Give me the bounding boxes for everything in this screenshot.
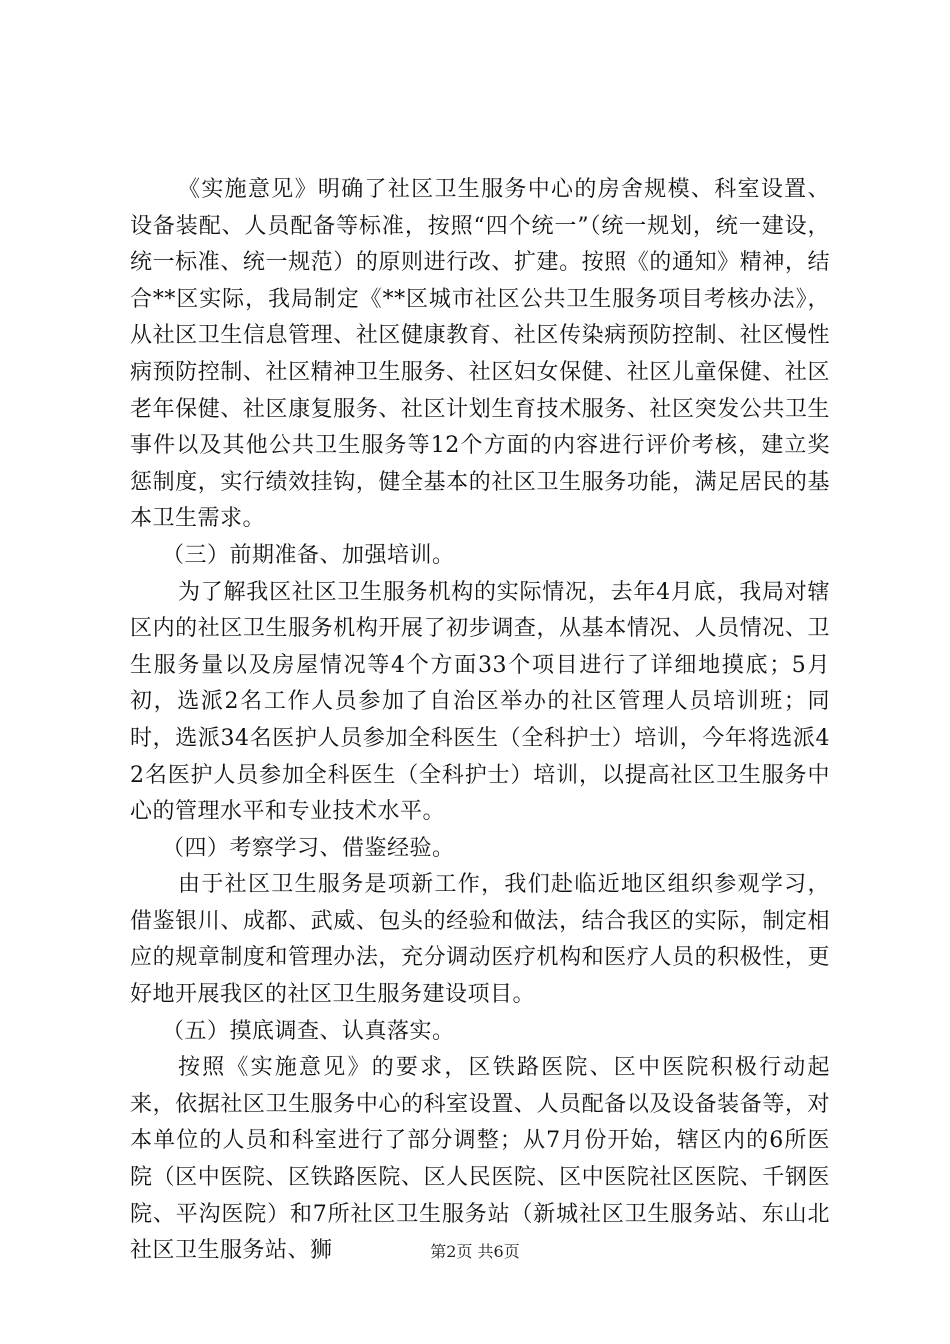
paragraph-survey-implementation: 按照《实施意见》的要求，区铁路医院、区中医院积极行动起来，依据社区卫生服务中心的科室设置、人员配备以及设备装备等，对本单位的人员和科室进行了部分调整；从7月份开始，辖区内的6所医院（区中医院、区铁路医院、区人民医院、区中医院社区医院、千钢医院、平沟医院）和7所社区卫生服务站（新城社区卫生服务站、东山北社区卫生服务站、狮 [130,1055,830,1264]
document-body [130,172,830,1270]
paragraph-implementation-opinion: 《实施意见》明确了社区卫生服务中心的房舍规模、科室设置、设备装配、人员配备等标准，按照“四个统一”（统一规划，统一建设，统一标准、统一规范）的原则进行改、扩建。按照《的通知》精神，结合**区实际，我局制定《**区城市社区公共卫生服务项目考核办法》，从社区卫生信息管理、社区健康教育、社区传染病预防控制、社区慢性病预防控制、社区精神卫生服务、社区妇女保健、社区儿童保健、社区老年保健、社区康复服务、社区计划生育技术服务、社区突发公共卫生事件以及其他公共卫生服务等12个方面的内容进行评价考核，建立奖惩制度，实行绩效挂钩，健全基本的社区卫生服务功能，满足居民的基本卫生需求。 [130,177,830,532]
section-heading-survey-implementation: （五）摸底调查、认真落实。 [162,1018,455,1044]
section-heading-study-experience: （四）考察学习、借鉴经验。 [162,835,455,861]
section-heading-preparation-training: （三）前期准备、加强培训。 [162,542,455,568]
paragraph-preparation-training: 为了解我区社区卫生服务机构的实际情况，去年4月底，我局对辖区内的社区卫生服务机构开展了初步调查，从基本情况、人员情况、卫生服务量以及房屋情况等4个方面33个项目进行了详细地摸底；5月初，选派2名工作人员参加了自治区举办的社区管理人员培训班；同时，选派34名医护人员参加全科医生（全科护士）培训，今年将选派42名医护人员参加全科医生（全科护士）培训，以提高社区卫生服务中心的管理水平和专业技术水平。 [130,579,830,825]
paragraph-study-experience: 由于社区卫生服务是项新工作，我们赴临近地区组织参观学习，借鉴银川、成都、武威、包头的经验和做法，结合我区的实际，制定相应的规章制度和管理办法，充分调动医疗机构和医疗人员的积极性，更好地开展我区的社区卫生服务建设项目。 [130,872,830,1008]
page-number-footer: 第2页 共6页 [430,1242,520,1261]
